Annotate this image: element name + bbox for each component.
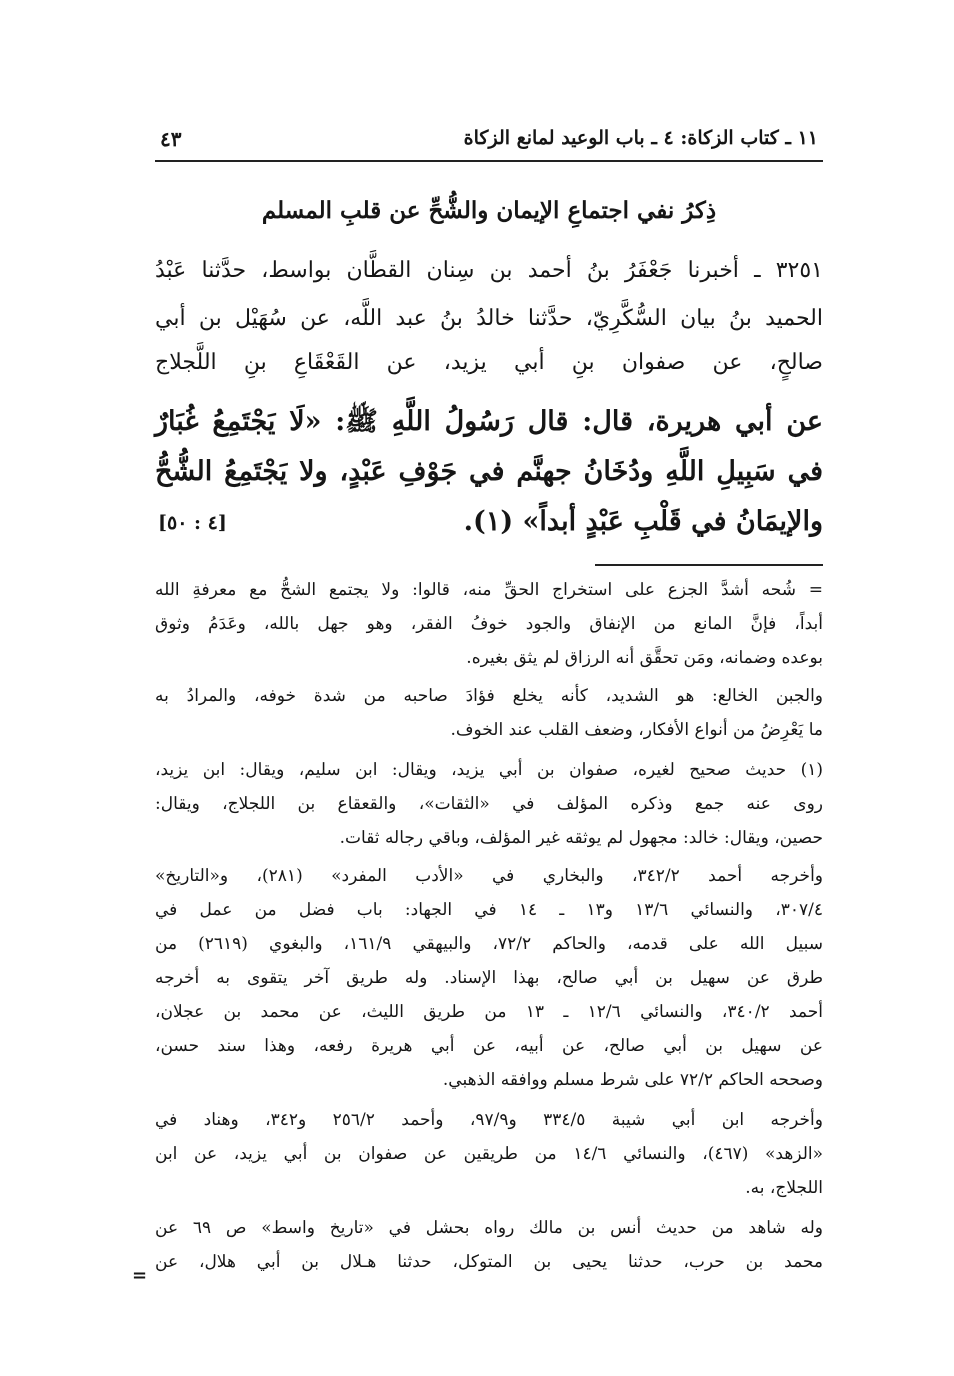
isnad-line: الحميد بنُ بيان السُّكَّرِيّ، حدَّثنا خالدُ بنُ عبد اللَّه، عن سُهَيْل بن أبي [155, 306, 823, 331]
section-heading: ذِكرُ نفي اجتماعِ الإيمان والشُّحِّ عن قلبِ المسلم [261, 197, 717, 224]
footnote-line: أبداً، فإنَّ المانع من الإنفاق والجود خوفُ الفقر، وهو جهل بالله، وعَدَمُ وثوق [155, 614, 823, 634]
footnote-line: اللجلاج، به. [745, 1178, 823, 1198]
running-header-title: ١١ ـ كتاب الزكاة: ٤ ـ باب الوعيد لمانع الزكاة [463, 127, 818, 149]
footnote-line: محمد بن حرب، حدثنا يحيى بن المتوكل، حدثنا هـلال بن أبي هلال، عن [155, 1252, 823, 1272]
footnote-line: = شُحه أشدَّ الجزع على استخراج الحقِّ منه، قالوا: ولا يجتمع الشحُّ مع معرفةِ الله [155, 580, 823, 600]
footnote-line: وأخرجه أحمد ٣٤٢/٢، والبخاري في «الأدب المفرد» (٢٨١)، و«التاريخ» [155, 866, 823, 886]
footnote-line: ٣٠٧/٤، والنسائي ١٣/٦ و١٣ ـ ١٤ في الجهاد: باب فضل من عمل في [155, 900, 823, 920]
footnote-line: «الزهد» (٤٦٧)، والنسائي ١٤/٦ من طريقين عن صفوان بن أبي يزيد، عن ابن [155, 1144, 823, 1164]
footnote-line: (١) حديث صحيح لغيره، صفوان بن أبي يزيد، ويقال: ابن سليم، ويقال: ابن يزيد، [155, 760, 823, 780]
footnote-line: روى عنه جمع وذكره المؤلف في «الثقات»، والقعقاع بن اللجلاج، ويقال: [155, 794, 823, 814]
hadith-text-line: عن أبي هريرة، قال: قال رَسُولُ اللَّهِ ﷺ: «لَا يَجْتَمِعُ غُبَارٌ [155, 406, 823, 437]
footnote-line: عن سهيل بن أبي صالح، عن أبيه، عن أبي هريرة رفعه، وهذا سند حسن، [155, 1036, 823, 1056]
header-rule [155, 160, 823, 162]
footnote-line: ما يَعْرِضُ من أنواع الأفكار، وضعف القلب عند الخوف. [450, 720, 823, 740]
page-number: ٤٣ [160, 127, 182, 151]
hadith-reference: [٤ : ٥٠] [158, 512, 227, 534]
footnote-line: أحمد ٣٤٠/٢، والنسائي ١٢/٦ ـ ١٣ من طريق الليث، عن محمد بن عجلان، [155, 1002, 823, 1022]
footnote-line: حصين، ويقال: خالد: مجهول لم يوثقه غير المؤلف، وباقي رجاله ثقات. [339, 828, 823, 848]
footnote-line: والجبن الخالع: هو الشديد، كأنه يخلع فؤادَ صاحبه من شدة خوفه، والمرادُ به [155, 686, 823, 706]
isnad-line: ٣٢٥١ ـ أخبرنا جَعْفَرُ بنُ أحمد بن سِنان القطَّان بواسط، حدَّثنا عَبْدُ [155, 258, 823, 283]
hadith-text-line: في سَبِيلِ اللَّهِ ودُخَانُ جهنَّم في جَوْفِ عَبْدٍ، ولا يَجْتَمِعُ الشُّحُّ [155, 456, 823, 487]
footnote-line: سبيل الله على قدمه، والحاكم ٧٢/٢، والبيهقي ١٦١/٩، والبغوي (٢٦١٩) من [155, 934, 823, 954]
hadith-text-line: والإيمَانُ في قَلْبِ عَبْدٍ أبداً» (١). [463, 506, 823, 537]
footnote-line: بوعده وضمانه، ومَن تحقَّق أنه الرزاق لم يثق بغيره. [466, 648, 823, 668]
footnote-separator [595, 564, 823, 566]
footnote-line: طرق عن سهيل بن أبي صالح، بهذا الإسناد. وله طريق آخر يتقوى به أخرجه [155, 968, 823, 988]
continuation-mark: = [132, 1265, 148, 1286]
footnote-line: وأخرجه ابن أبي شيبة ٣٣٤/٥ و٩٧/٩، وأحمد ٢٥٦/٢ و٣٤٢، وهناد في [155, 1110, 823, 1130]
isnad-line: صالحٍ، عن صفوان بنِ أبي يزيد، عن القَعْقَاعِ بنِ اللَّجلاج [155, 350, 823, 375]
footnote-line: وصححه الحاكم ٧٢/٢ على شرط مسلم ووافقه الذهبي. [442, 1070, 823, 1090]
footnote-line: وله شاهد من حديث أنس بن مالك رواه بحشل في «تاريخ واسط» ص ٦٩ عن [155, 1218, 823, 1238]
